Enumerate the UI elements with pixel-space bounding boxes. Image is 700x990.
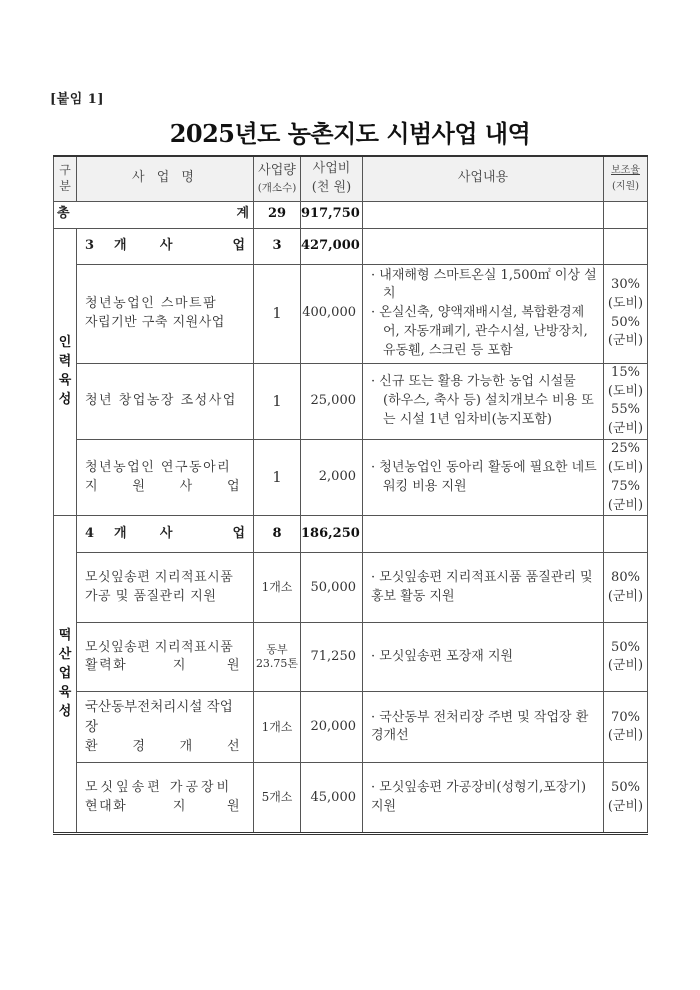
total-content-empty [363, 201, 604, 228]
subtotal-quantity: 3 [254, 228, 301, 264]
table-row [54, 264, 648, 363]
project-budget: 50,000 [301, 553, 363, 623]
project-budget: 71,250 [301, 623, 363, 692]
subsidy-rate: 15% (도비) 55% (군비) [604, 363, 648, 439]
table-row [54, 363, 648, 439]
subtotal-rate-empty [604, 228, 648, 264]
total-label: 총 계 [54, 201, 254, 228]
project-content: · 청년농업인 동아리 활동에 필요한 네트워킹 비용 지원 [363, 440, 604, 516]
project-content: · 국산동부 전처리장 주변 및 작업장 환경개선 [363, 692, 604, 763]
header-subsidy-rate: 보조율 (지원) [604, 156, 648, 201]
table-row [54, 623, 648, 692]
project-name: 모싯잎송편 지리적표시품 가공 및 품질관리 지원 [77, 553, 254, 623]
project-quantity: 1 [254, 440, 301, 516]
project-name: 청년 창업농장 조성사업 [77, 363, 254, 439]
project-quantity: 5개소 [254, 763, 301, 834]
subtotal-label: 4 개 사 업 [77, 516, 254, 553]
subsidy-rate: 70% (군비) [604, 692, 648, 763]
subsidy-rate: 80% (군비) [604, 553, 648, 623]
project-quantity: 1 [254, 264, 301, 363]
table-row [54, 763, 648, 834]
project-budget: 20,000 [301, 692, 363, 763]
project-budget: 2,000 [301, 440, 363, 516]
header-category: 구 분 [54, 156, 77, 201]
project-content: · 모싯잎송편 포장재 지원 [363, 623, 604, 692]
project-name: 청년농업인 연구동아리 지 원 사 업 [77, 440, 254, 516]
project-name: 모싯잎송편 지리적표시품 활 력 화 지 원 [77, 623, 254, 692]
project-budget: 25,000 [301, 363, 363, 439]
table-header-row [54, 156, 648, 201]
table-row [54, 553, 648, 623]
project-name: 국산동부전처리시설 작업장 환 경 개 선 [77, 692, 254, 763]
project-content: · 모싯잎송편 가공장비(성형기,포장기) 지원 [363, 763, 604, 834]
project-name: 모싯잎송편 가공장비 현 대 화 지 원 [77, 763, 254, 834]
header-quantity: 사업량 (개소수) [254, 156, 301, 201]
header-project-name: 사 업 명 [77, 156, 254, 201]
subtotal-row-rice-cake [54, 516, 648, 553]
project-budget: 400,000 [301, 264, 363, 363]
category-manpower-development: 인 력 육 성 [54, 228, 77, 516]
total-row [54, 201, 648, 228]
project-budget: 45,000 [301, 763, 363, 834]
project-content: · 내재해형 스마트온실 1,500㎡ 이상 설치 · 온실신축, 양액재배시설, 복합환경제어, 자동개폐기, 관수시설, 난방장치, 유동휀, 스크린 등 포함 [363, 264, 604, 363]
header-budget: 사업비 (천 원) [301, 156, 363, 201]
subsidy-rate: 25% (도비) 75% (군비) [604, 440, 648, 516]
project-quantity: 1 [254, 363, 301, 439]
subsidy-rate: 50% (군비) [604, 763, 648, 834]
subtotal-label: 3 개 사 업 [77, 228, 254, 264]
project-content: · 신규 또는 활용 가능한 농업 시설물 (하우스, 축사 등) 설치개보수 비용 또는 시설 1년 임차비(농지포함) [363, 363, 604, 439]
total-budget: 917,750 [301, 201, 363, 228]
project-quantity: 1개소 [254, 553, 301, 623]
project-name: 청년농업인 스마트팜 자립기반 구축 지원사업 [77, 264, 254, 363]
project-table [53, 155, 648, 835]
subtotal-rate-empty [604, 516, 648, 553]
subtotal-content-empty [363, 228, 604, 264]
header-content: 사업내용 [363, 156, 604, 201]
project-quantity: 동부 23.75톤 [254, 623, 301, 692]
total-quantity: 29 [254, 201, 301, 228]
total-rate-empty [604, 201, 648, 228]
document-title: 2025년도 농촌지도 시범사업 내역 [169, 119, 531, 148]
table-row [54, 692, 648, 763]
project-quantity: 1개소 [254, 692, 301, 763]
attachment-label: [붙임 1] [50, 92, 104, 107]
table-row [54, 440, 648, 516]
subtotal-budget: 186,250 [301, 516, 363, 553]
subtotal-row-manpower [54, 228, 648, 264]
category-rice-cake-industry: 떡 산 업 육 성 [54, 516, 77, 834]
project-content: · 모싯잎송편 지리적표시품 품질관리 및 홍보 활동 지원 [363, 553, 604, 623]
subtotal-quantity: 8 [254, 516, 301, 553]
subsidy-rate: 30% (도비) 50% (군비) [604, 264, 648, 363]
subsidy-rate: 50% (군비) [604, 623, 648, 692]
subtotal-budget: 427,000 [301, 228, 363, 264]
subtotal-content-empty [363, 516, 604, 553]
